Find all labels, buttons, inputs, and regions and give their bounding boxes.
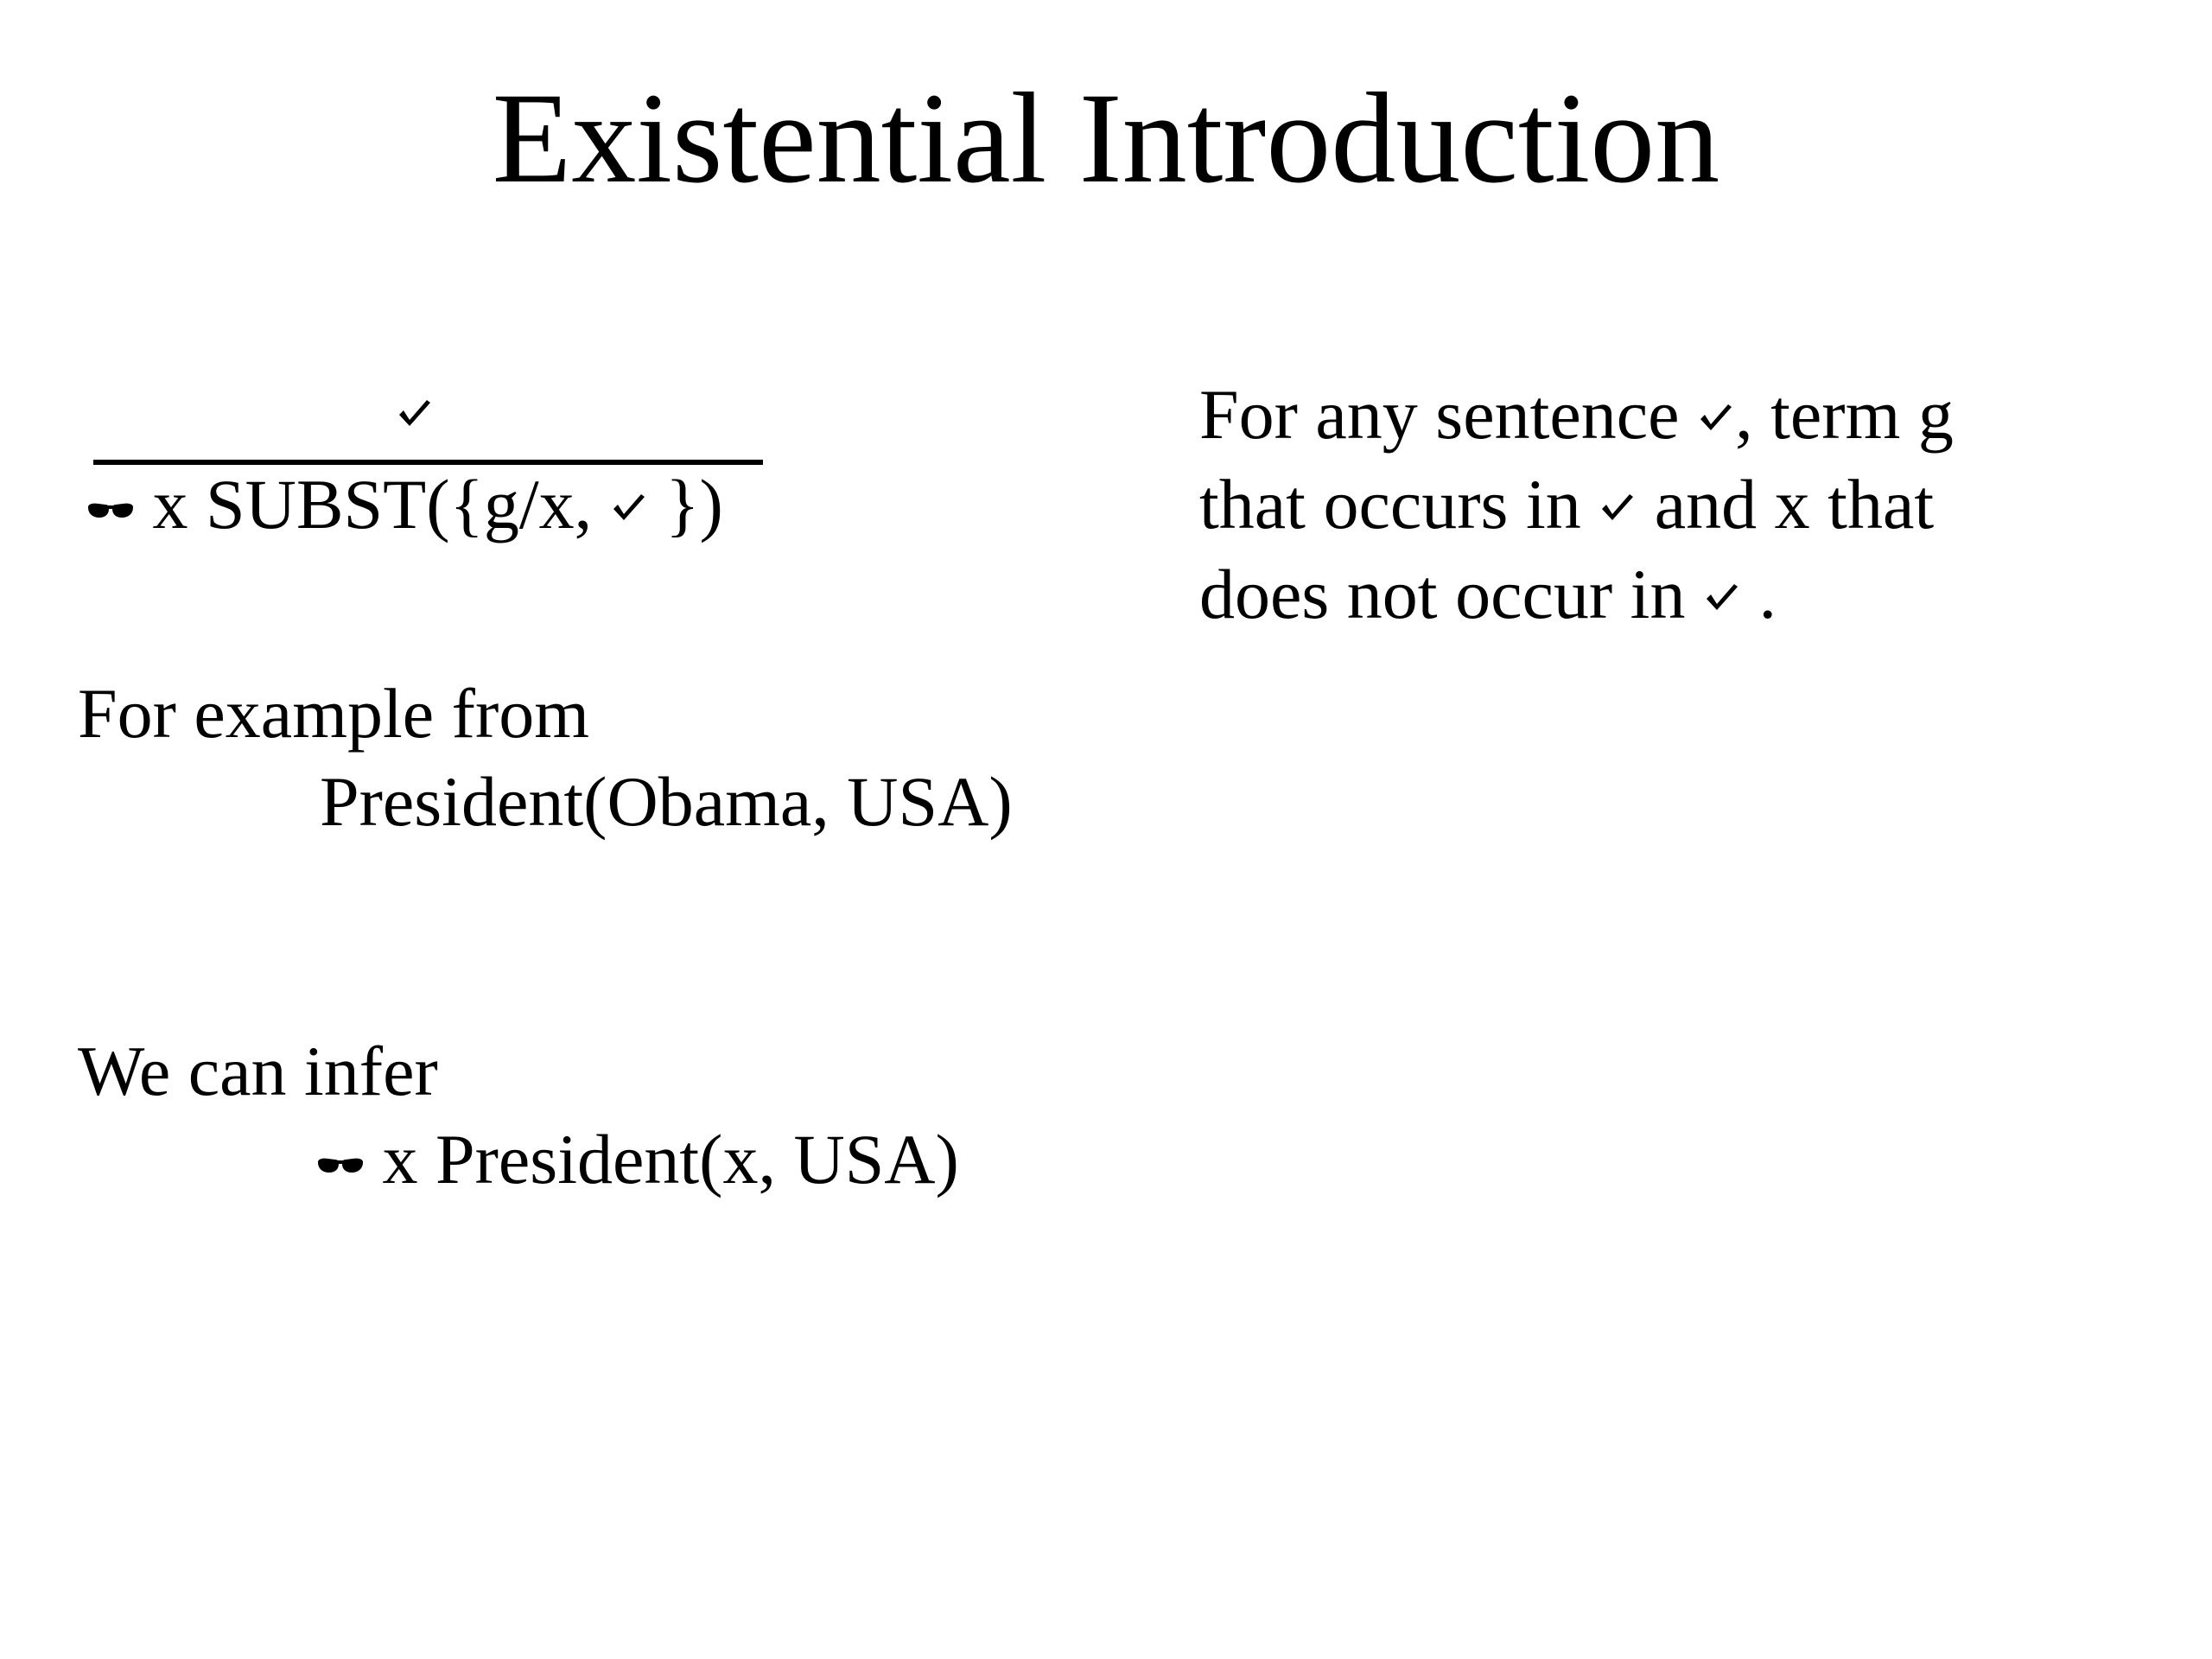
example-intro: For example from	[78, 674, 590, 753]
check-mark-icon	[1599, 490, 1637, 528]
condition-line-1-text-a: For any sentence	[1199, 375, 1698, 454]
slide-title: Existential Introduction	[492, 67, 1720, 210]
condition-line-3	[1199, 550, 1777, 639]
existential-quantifier-icon	[316, 1157, 365, 1183]
condition-line-1	[1199, 370, 1954, 460]
rule-conclusion-text-1: x SUBST({g/x,	[135, 465, 610, 543]
existential-quantifier-icon	[86, 502, 135, 528]
check-mark-icon	[1697, 400, 1735, 438]
premise-check-mark-icon	[396, 396, 434, 438]
example-premise: President(Obama, USA)	[320, 762, 1013, 841]
example-conclusion	[316, 1115, 959, 1205]
check-mark-icon	[610, 490, 648, 528]
infer-intro: We can infer	[78, 1032, 438, 1110]
check-mark-icon	[1703, 580, 1741, 618]
rule-conclusion	[86, 460, 723, 550]
condition-line-3-text-b: .	[1740, 555, 1777, 633]
example-conclusion-text: x President(x, USA)	[365, 1120, 959, 1198]
condition-line-2-text-a: that occurs in	[1199, 465, 1599, 543]
condition-line-2-text-b: and x that	[1637, 465, 1935, 543]
rule-conclusion-text-2: })	[647, 465, 723, 543]
condition-line-1-text-b: , term g	[1735, 375, 1954, 454]
condition-line-2	[1199, 460, 1934, 550]
condition-line-3-text-a: does not occur in	[1199, 555, 1703, 633]
